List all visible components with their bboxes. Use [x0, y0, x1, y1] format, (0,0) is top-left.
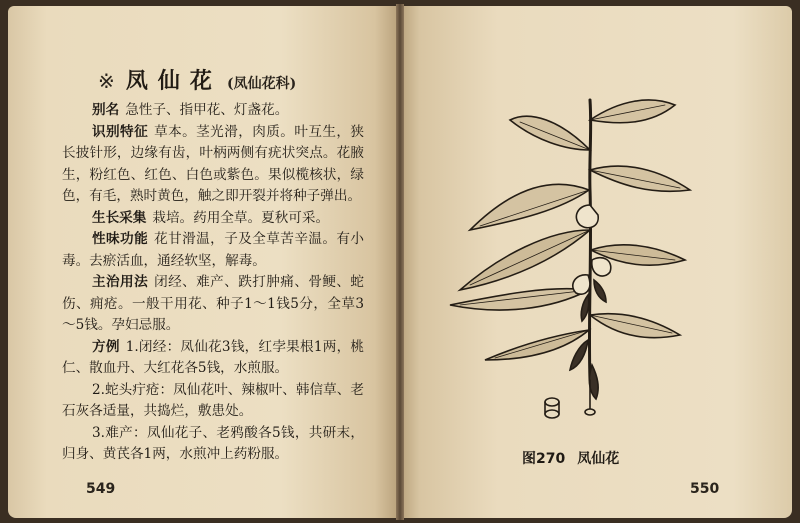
entry-title: 凤仙花: [125, 68, 222, 94]
figure-caption: [522, 448, 619, 468]
section-prescription-3: 3.难产：凤仙花子、老鸦酸各5钱，共研末，归身、黄芪各1两，水煎冲上药粉服。: [62, 424, 364, 462]
section-growth: 生长采集 栽培。药用全草。夏秋可采。: [92, 209, 330, 226]
plant-illustration: [440, 80, 700, 450]
asterisk-mark: ※: [98, 69, 117, 93]
section-alias: 别名 急性子、指甲花、灯盏花。: [92, 102, 289, 118]
section-identification: 识别特征 草本。茎光滑，肉质。叶互生，狭长披针形，边缘有齿，叶柄两侧有疣状突点。花腋生，粉红色、红色、白色或紫色。果似榄核状，绿色，有毛，熟时黄色，触之即开裂并将种子弹出。: [62, 123, 365, 204]
section-prescription-1: 方例 1.闭经：凤仙花3钱，红孛果根1两，桃仁、散血丹、大红花各5钱，水煎服。: [62, 338, 364, 376]
figure-title: 凤仙花: [577, 451, 620, 467]
book-gutter: [396, 4, 404, 520]
plant-family: (凤仙花科): [226, 76, 297, 92]
section-prescription-2: 2.蛇头疔疮：凤仙花叶、辣椒叶、韩信草、老石灰各适量，共捣烂，敷患处。: [62, 381, 364, 419]
page-number-right: 550: [690, 481, 720, 497]
entry-heading: [98, 64, 296, 95]
entry-body: [62, 100, 364, 466]
section-indications: 主治用法 闭经、难产、跌打肿痛、骨鲠、蛇伤、痈疮。一般干用花、种子1～1钱5分，全草3～5钱。孕妇忌服。: [62, 274, 365, 333]
figure-number: 图270: [522, 451, 566, 467]
page-number-left: 549: [86, 481, 116, 497]
section-properties: 性味功能 花甘滑温，子及全草苦辛温。有小毒。去瘀活血，通经软坚，解毒。: [62, 231, 365, 269]
